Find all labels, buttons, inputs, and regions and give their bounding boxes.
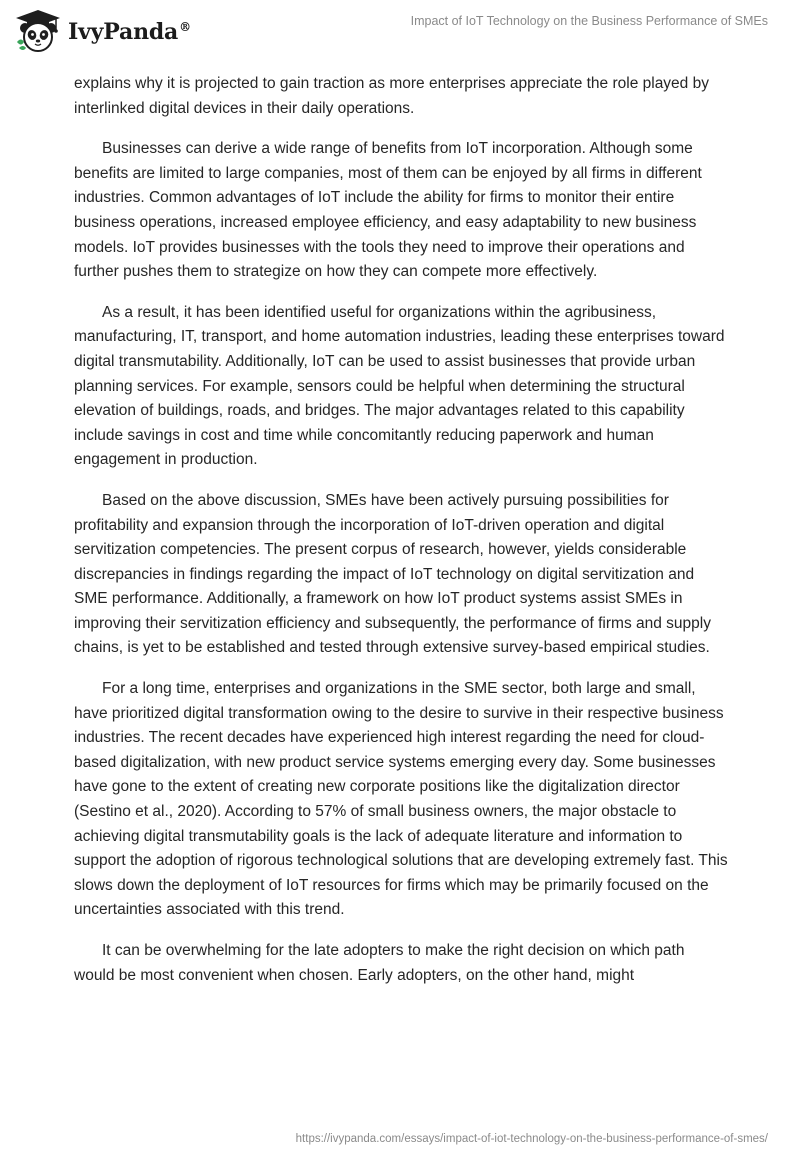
essay-body [74,72,728,1004]
paragraph-2: Businesses can derive a wide range of benefits from IoT incorporation. Although some benefits are limited to large companies, most of them can be enjoyed by all firms in different industries. Common advantages of IoT include the ability for firms to monitor their entire business operations, increased employee efficiency, and easy adaptability to new business models. IoT provides businesses with the tools they need to improve their operations and further pushes them to strategize on how they can compete more effectively. [74,140,702,281]
registered-mark: ® [179,19,191,34]
paragraph-6: It can be overwhelming for the late adopters to make the right decision on which path would be most convenient when chosen. Early adopters, on the other hand, might [74,942,685,984]
paragraph-5: For a long time, enterprises and organizations in the SME sector, both large and small, have prioritized digital transformation owing to the desire to survive in their respective business industries. The recent decades have experienced high interest regarding the need for cloud-based digitalization, with new product service systems emerging every day. Some businesses have gone to the extent of creating new corporate positions like the digitalization director (Sestino et al., 2020). According to 57% of small business owners, the major obstacle to achieving digital transmutability goals is the lack of adequate literature and information to support the adoption of rigorous technological solutions that are developing extremely fast. This slows down the deployment of IoT resources for firms which may be primarily focused on the uncertainties associated with this trend. [74,680,728,919]
panda-graduate-icon [14,8,62,54]
paragraph-1: explains why it is projected to gain traction as more enterprises appreciate the role played by interlinked digital devices in their daily operations. [74,75,709,117]
ivypanda-logo[interactable] [14,8,191,54]
source-url[interactable]: https://ivypanda.com/essays/impact-of-iot-technology-on-the-business-performance-of-smes/ [295,1133,768,1145]
paragraph-4: Based on the above discussion, SMEs have been actively pursuing possibilities for profitability and expansion through the incorporation of IoT-driven operation and digital servitization competencies. The present corpus of research, however, yields considerable discrepancies in findings regarding the impact of IoT technology on digital servitization and SME performance. Additionally, a framework on how IoT product systems assist SMEs in improving their servitization efficiency and subsequently, the performance of firms and supply chains, is yet to be established and tested through extensive survey-based empirical studies. [74,491,711,657]
paragraph-3: As a result, it has been identified useful for organizations within the agribusiness, manufacturing, IT, transport, and home automation industries, leading these enterprises toward digital transmutability. Additionally, IoT can be used to assist businesses that provide urban planning services. For example, sensors could be helpful when determining the structural elevation of buildings, roads, and bridges. The major advantages related to this capability include savings in cost and time while concomitantly reducing paperwork and human engagement in production. [74,303,725,469]
logo-wordmark: IvyPanda® [68,19,191,45]
document-title: Impact of IoT Technology on the Business Performance of SMEs [410,14,768,28]
page-header [0,0,800,70]
